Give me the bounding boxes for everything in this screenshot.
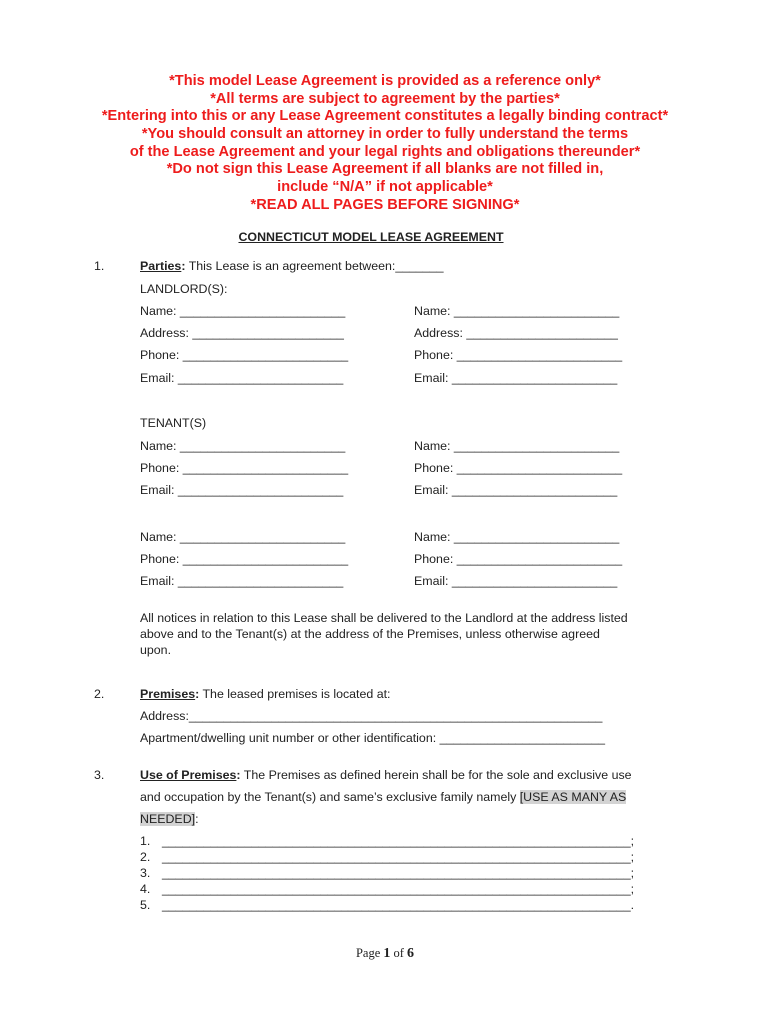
warning-line: *Do not sign this Lease Agreement if all blanks are not filled in, bbox=[166, 161, 604, 177]
tenant-name-field[interactable]: Name: ________________________ bbox=[414, 530, 620, 544]
landlord-name-field[interactable]: Name: ________________________ bbox=[414, 304, 620, 318]
notice-text: All notices in relation to this Lease shall be delivered to the Landlord at the address listed bbox=[140, 611, 628, 625]
warning-line: *READ ALL PAGES BEFORE SIGNING* bbox=[250, 197, 520, 213]
family-member-field[interactable]: ____________________________________________________________________; bbox=[162, 834, 635, 848]
section-heading: Premises bbox=[140, 687, 196, 701]
landlord-email-field[interactable]: Email: ________________________ bbox=[140, 371, 344, 385]
list-number: 2. bbox=[140, 850, 151, 864]
highlighted-instruction: NEEDED] bbox=[140, 812, 196, 826]
list-number: 4. bbox=[140, 882, 151, 896]
section-2-intro bbox=[140, 687, 391, 701]
tenant-email-field[interactable]: Email: ________________________ bbox=[140, 483, 344, 497]
apartment-id-field[interactable]: Apartment/dwelling unit number or other identification: ________________________ bbox=[140, 731, 605, 745]
page-number: 1 bbox=[383, 946, 391, 961]
section-text: : bbox=[195, 812, 199, 826]
landlord-address-field[interactable]: Address: ______________________ bbox=[414, 326, 618, 340]
tenant-name-field[interactable]: Name: ________________________ bbox=[140, 439, 346, 453]
notice-text: above and to the Tenant(s) at the address of the Premises, unless otherwise agreed bbox=[140, 627, 600, 641]
premises-address-field[interactable]: Address:____________________________________________________________ bbox=[140, 709, 603, 723]
section-number: 2. bbox=[94, 687, 105, 701]
tenant-phone-field[interactable]: Phone: ________________________ bbox=[414, 552, 623, 566]
warning-line: *You should consult an attorney in order to fully understand the terms bbox=[141, 126, 629, 142]
heading-colon: : bbox=[195, 687, 200, 701]
section-heading: Parties bbox=[140, 259, 182, 273]
tenant-email-field[interactable]: Email: ________________________ bbox=[140, 574, 344, 588]
section-text: The leased premises is located at: bbox=[199, 687, 391, 701]
section-number: 3. bbox=[94, 768, 105, 782]
landlord-phone-field[interactable]: Phone: ________________________ bbox=[414, 348, 623, 362]
list-number: 1. bbox=[140, 834, 151, 848]
list-number: 3. bbox=[140, 866, 151, 880]
warning-line: *All terms are subject to agreement by the parties* bbox=[210, 91, 560, 107]
highlighted-instruction: [USE AS MANY AS bbox=[519, 790, 627, 804]
section-text: This Lease is an agreement between:_______ bbox=[185, 259, 444, 273]
document-title: CONNECTICUT MODEL LEASE AGREEMENT bbox=[238, 230, 504, 244]
section-text: and occupation by the Tenant(s) and same’s exclusive family namely bbox=[140, 790, 520, 804]
warning-line: include “N/A” if not applicable* bbox=[277, 179, 493, 195]
landlord-phone-field[interactable]: Phone: ________________________ bbox=[140, 348, 349, 362]
heading-colon: : bbox=[181, 259, 186, 273]
page-word: Page bbox=[355, 946, 384, 960]
family-member-field[interactable]: ____________________________________________________________________; bbox=[162, 850, 635, 864]
section-3-text bbox=[140, 812, 199, 826]
notice-text: upon. bbox=[140, 643, 172, 657]
warning-line: *Entering into this or any Lease Agreement constitutes a legally binding contract* bbox=[101, 108, 669, 124]
tenant-name-field[interactable]: Name: ________________________ bbox=[414, 439, 620, 453]
tenant-name-field[interactable]: Name: ________________________ bbox=[140, 530, 346, 544]
family-member-field[interactable]: ____________________________________________________________________; bbox=[162, 866, 635, 880]
heading-colon: : bbox=[236, 768, 241, 782]
section-number: 1. bbox=[94, 259, 105, 273]
warning-line: *This model Lease Agreement is provided as a reference only* bbox=[169, 73, 601, 89]
warning-line: of the Lease Agreement and your legal rights and obligations thereunder* bbox=[129, 144, 641, 160]
of-word: of bbox=[390, 946, 408, 960]
page-total: 6 bbox=[407, 946, 415, 961]
landlord-address-field[interactable]: Address: ______________________ bbox=[140, 326, 344, 340]
page-footer bbox=[0, 946, 770, 962]
tenants-label: TENANT(S) bbox=[140, 416, 207, 430]
tenant-phone-field[interactable]: Phone: ________________________ bbox=[140, 552, 349, 566]
section-3-text bbox=[140, 790, 626, 804]
section-1-intro bbox=[140, 259, 444, 273]
section-text: The Premises as defined herein shall be for the sole and exclusive use bbox=[240, 768, 632, 782]
family-member-field[interactable]: ____________________________________________________________________. bbox=[162, 898, 635, 912]
landlord-email-field[interactable]: Email: ________________________ bbox=[414, 371, 618, 385]
section-3-intro bbox=[140, 768, 632, 782]
section-heading: Use of Premises bbox=[140, 768, 237, 782]
tenant-email-field[interactable]: Email: ________________________ bbox=[414, 483, 618, 497]
family-member-field[interactable]: ____________________________________________________________________; bbox=[162, 882, 635, 896]
landlords-label: LANDLORD(S): bbox=[140, 282, 228, 296]
tenant-phone-field[interactable]: Phone: ________________________ bbox=[414, 461, 623, 475]
tenant-email-field[interactable]: Email: ________________________ bbox=[414, 574, 618, 588]
list-number: 5. bbox=[140, 898, 151, 912]
landlord-name-field[interactable]: Name: ________________________ bbox=[140, 304, 346, 318]
tenant-phone-field[interactable]: Phone: ________________________ bbox=[140, 461, 349, 475]
